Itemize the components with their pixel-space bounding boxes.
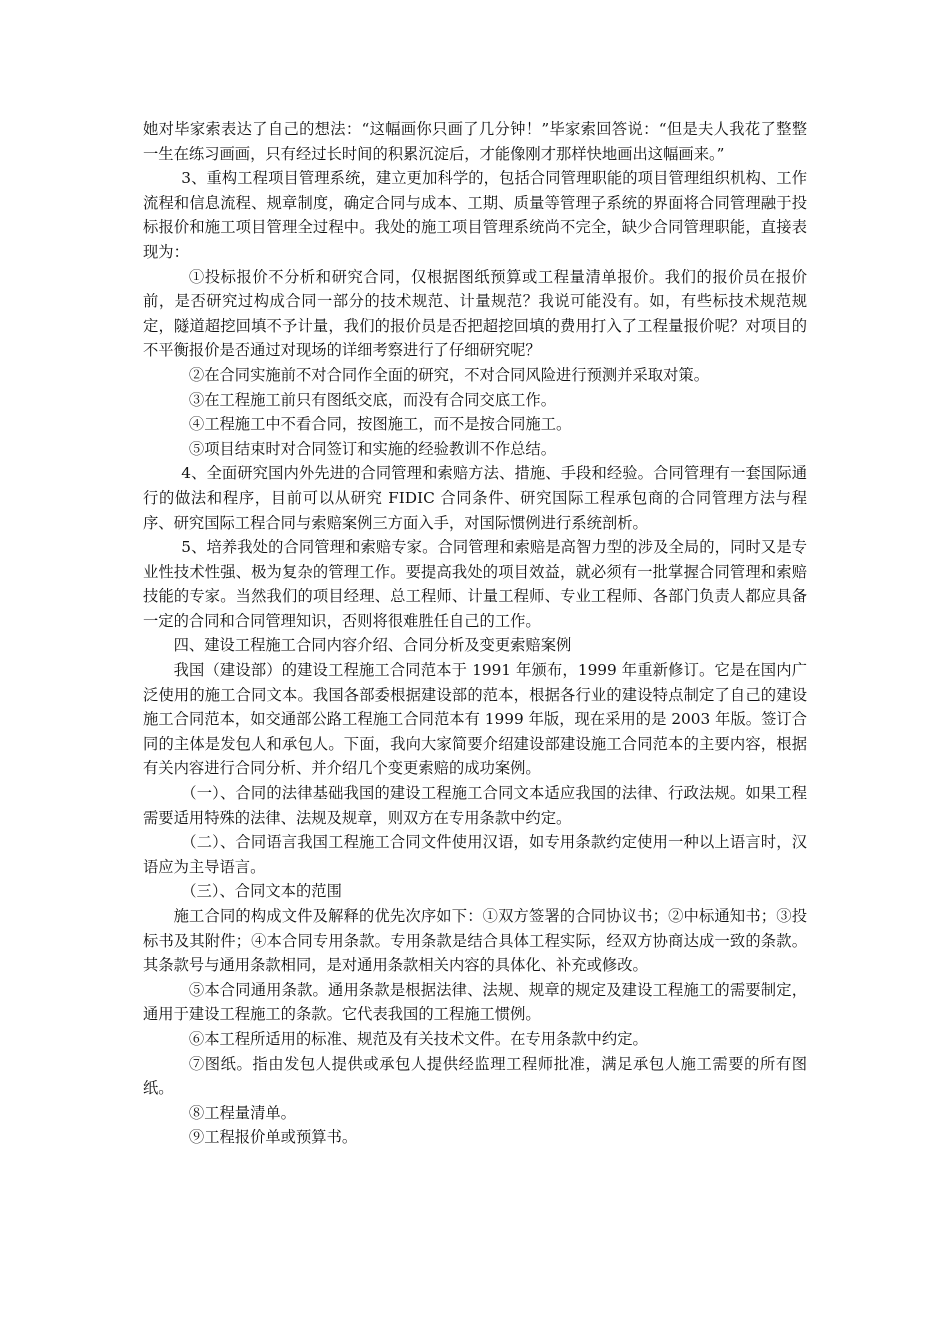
paragraph-document-priority: 施工合同的构成文件及解释的优先次序如下：①双方签署的合同协议书；②中标通知书；③投标书及其附件；④本合同专用条款。专用条款是结合具体工程实际，经双方协商达成一致的条款。其条款号与通用条款相同，是对通用条款相关内容的具体化、补充或修改。	[143, 907, 807, 975]
list-item-bill-of-quantities: ⑧工程量清单。	[188, 1103, 296, 1122]
subheading-contract-scope: （三）、合同文本的范围	[181, 882, 342, 901]
paragraph-point-4: 4、全面研究国内外先进的合同管理和索赔方法、措施、手段和经验。合同管理有一套国际通行的做法和程序，目前可以从研究 FIDIC 合同条件、研究国际工程承包商的合同管理方法与程序、研究国际工程合同与索赔案例三方面入手，对国际惯例进行系统剖析。	[143, 464, 807, 532]
list-item-3: ③在工程施工前只有图纸交底，而没有合同交底工作。	[188, 390, 557, 409]
paragraph-contract-language: （二）、合同语言我国工程施工合同文件使用汉语，如专用条款约定使用一种以上语言时，汉语应为主导语言。	[143, 833, 807, 876]
list-item-standards: ⑥本工程所适用的标准、规范及有关技术文件。在专用条款中约定。	[188, 1029, 648, 1048]
paragraph-point-5: 5、培养我处的合同管理和索赔专家。合同管理和索赔是高智力型的涉及全局的，同时又是专业性技术性强、极为复杂的管理工作。要提高我处的项目效益，就必须有一批掌握合同管理和索赔技能的专家。当然我们的项目经理、总工程师、计量工程师、专业工程师、各部门负责人都应具备一定的合同和合同管理知识，否则将很难胜任自己的工作。	[143, 538, 807, 630]
section-heading-4: 四、建设工程施工合同内容介绍、合同分析及变更索赔案例	[173, 636, 572, 655]
list-item-drawings: ⑦图纸。指由发包人提供或承包人提供经监理工程师批准，满足承包人施工需要的所有图纸。	[143, 1054, 807, 1098]
list-item-1: ①投标报价不分析和研究合同，仅根据图纸预算或工程量清单报价。我们的报价员在报价前，是否研究过构成合同一部分的技术规范、计量规范？我说可能没有。如，有些标技术规范规定，隧道超挖回填不予计量，我们的报价员是否把超挖回填的费用打入了工程量报价呢？对项目的不平衡报价是否通过对现场的详细考察进行了仔细研究呢？	[143, 267, 807, 360]
list-item-2: ②在合同实施前不对合同作全面的研究，不对合同风险进行预测并采取对策。	[188, 365, 709, 384]
paragraph-picasso-story: 她对毕家索表达了自己的想法：“这幅画你只画了几分钟！”毕家索回答说：“但是夫人我花了整整一生在练习画画，只有经过长时间的积累沉淀后，才能像刚才那样快地画出这幅画来。”	[143, 120, 807, 163]
paragraph-legal-basis: （一）、合同的法律基础我国的建设工程施工合同文本适应我国的法律、行政法规。如果工程需要适用特殊的法律、法规及规章，则双方在专用条款中约定。	[143, 784, 807, 827]
list-item-5: ⑤项目结束时对合同签订和实施的经验教训不作总结。	[188, 439, 557, 458]
list-item-4: ④工程施工中不看合同，按图施工，而不是按合同施工。	[188, 415, 572, 434]
paragraph-point-3: 3、重构工程项目管理系统，建立更加科学的，包括合同管理职能的项目管理组织机构、工作流程和信息流程、规章制度，确定合同与成本、工期、质量等管理子系统的界面将合同管理融于投标报价和施工项目管理全过程中。我处的施工项目管理系统尚不完全，缺少合同管理职能，直接表现为：	[143, 169, 807, 261]
document-body	[143, 117, 807, 1150]
paragraph-contract-template: 我国（建设部）的建设工程施工合同范本于 1991 年颁布，1999 年重新修订。它是在国内广泛使用的施工合同文本。我国各部委根据建设部的范本，根据各行业的建设特点制定了自己的建设施工合同范本，如交通部公路工程施工合同范本有 1999 年版，现在采用的是 2003 年版。签订合同的主体是发包人和承包人。下面，我向大家简要介绍建设部建设施工合同范本的主要内容，根据有关内容进行合同分析、并介绍几个变更索赔的成功案例。	[143, 661, 807, 778]
list-item-quotation: ⑨工程报价单或预算书。	[188, 1128, 358, 1147]
list-item-general-terms: ⑤本合同通用条款。通用条款是根据法律、法规、规章的规定及建设工程施工的需要制定，通用于建设工程施工的条款。它代表我国的工程施工惯例。	[143, 980, 807, 1024]
